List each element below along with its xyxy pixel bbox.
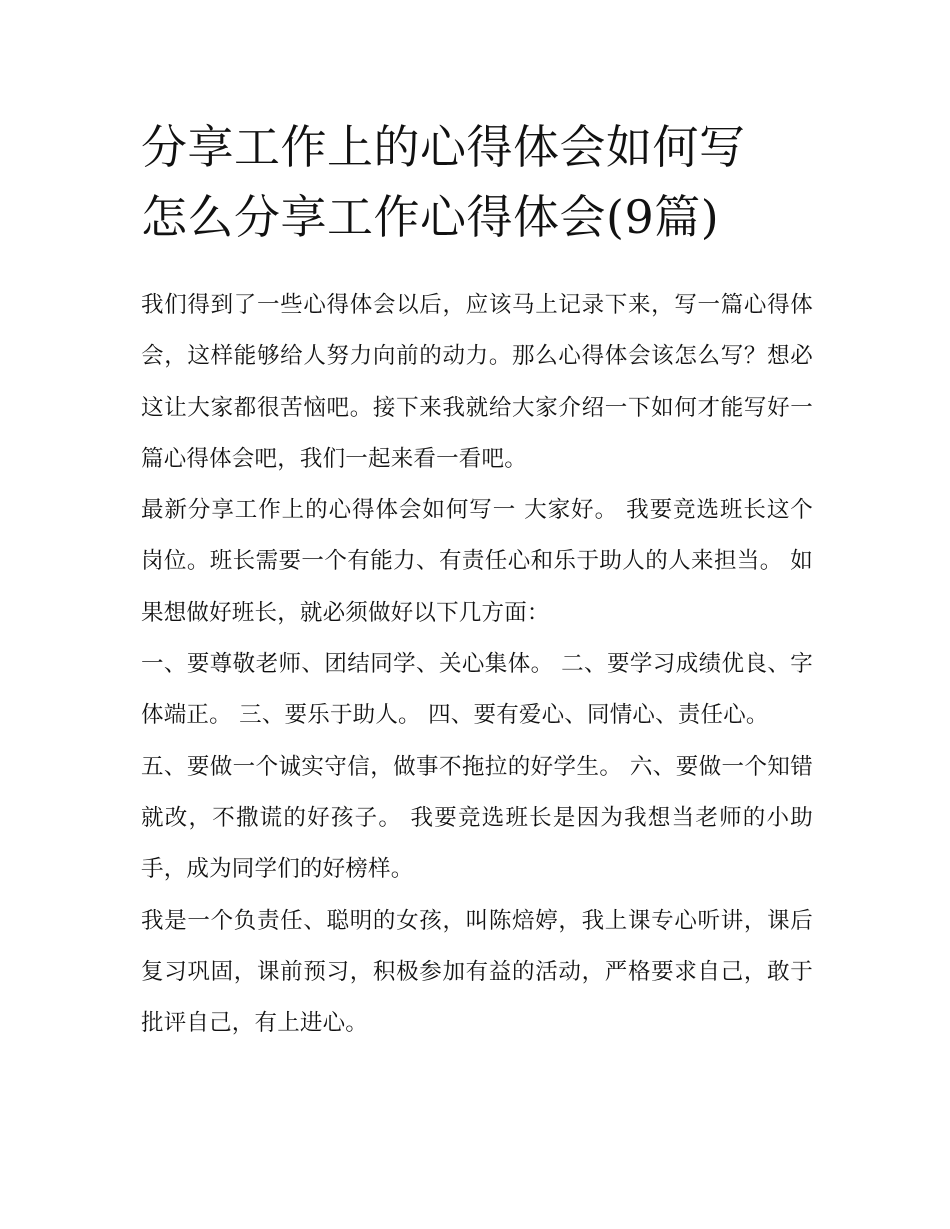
document-page <box>141 112 813 1049</box>
paragraph-self-intro: 我是一个负责任、聪明的女孩，叫陈焙婷，我上课专心听讲，课后复习巩固，课前预习，积极参加有益的活动，严格要求自己，敢于批评自己，有上进心。 <box>141 907 813 1037</box>
title-line-1: 分享工作上的心得体会如何写 <box>141 120 746 174</box>
paragraph-points-5-6: 五、要做一个诚实守信，做事不拖拉的好学生。 六、要做一个知错就改，不撒谎的好孩子。 我要竞选班长是因为我想当老师的小助手，成为同学们的好榜样。 <box>141 753 813 883</box>
paragraph-points-1-4: 一、要尊敬老师、团结同学、关心集体。 二、要学习成绩优良、字体端正。 三、要乐于助人。 四、要有爱心、同情心、责任心。 <box>141 651 813 729</box>
document-title <box>141 112 813 252</box>
paragraph-intro: 我们得到了一些心得体会以后，应该马上记录下来，写一篇心得体会，这样能够给人努力向前的动力。那么心得体会该怎么写？想必这让大家都很苦恼吧。接下来我就给大家介绍一下如何才能写好一篇心得体会吧，我们一起来看一看吧。 <box>141 292 813 472</box>
paragraph-speech-opening: 最新分享工作上的心得体会如何写一 大家好。 我要竞选班长这个岗位。班长需要一个有能力、有责任心和乐于助人的人来担当。 如果想做好班长，就必须做好以下几方面： <box>141 497 813 626</box>
title-line-2: 怎么分享工作心得体会(9篇) <box>141 190 720 244</box>
document-body <box>141 280 813 1049</box>
